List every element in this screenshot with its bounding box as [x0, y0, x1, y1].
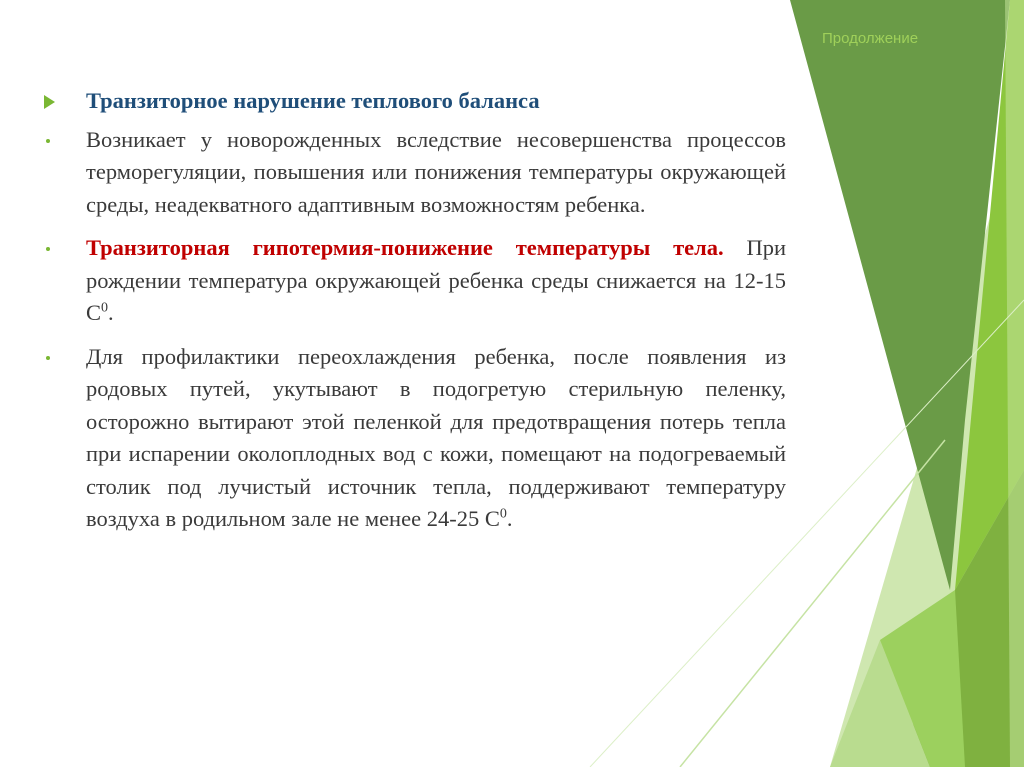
paragraph-text: При рождении температура окружающей ребенка среды снижается на 12-15 С [86, 235, 786, 325]
slide-title: Продолжение [822, 30, 919, 47]
dot-bullet-icon [40, 232, 60, 264]
list-item [40, 85, 786, 118]
heading-text: Транзиторное нарушение теплового баланса [86, 88, 540, 113]
triangle-bullet-icon [40, 85, 60, 117]
dot-bullet-icon [40, 124, 60, 156]
dot-bullet-icon [40, 341, 60, 373]
paragraph-text: Для профилактики переохлаждения ребенка, после появления из родовых путей, укутывают в подогретую стерильную пеленку, осторожно вытирают этой пеленкой для предотвращения потерь тепла при испарении околоплодных вод с кожи, помещают на подогреваемый столик под лучистый источник тепла, поддерживают температуру воздуха в родильном зале не менее 24-25 С [86, 343, 786, 531]
paragraph-text: Возникает у новорожденных вследствие несовершенства процессов терморегуляции, повышения или понижения температуры окружающей среды, неадекватного адаптивным возможностям ребенка. [86, 126, 786, 217]
list-item [40, 124, 786, 222]
superscript: 0 [499, 506, 507, 522]
superscript: 0 [101, 300, 109, 316]
list-item [40, 232, 786, 330]
emphasis-text: Транзиторная гипотермия-понижение температуры тела. [86, 235, 724, 260]
list-item [40, 341, 786, 536]
paragraph-end: . [506, 506, 513, 531]
paragraph-end: . [108, 300, 114, 325]
content-area [40, 85, 786, 547]
